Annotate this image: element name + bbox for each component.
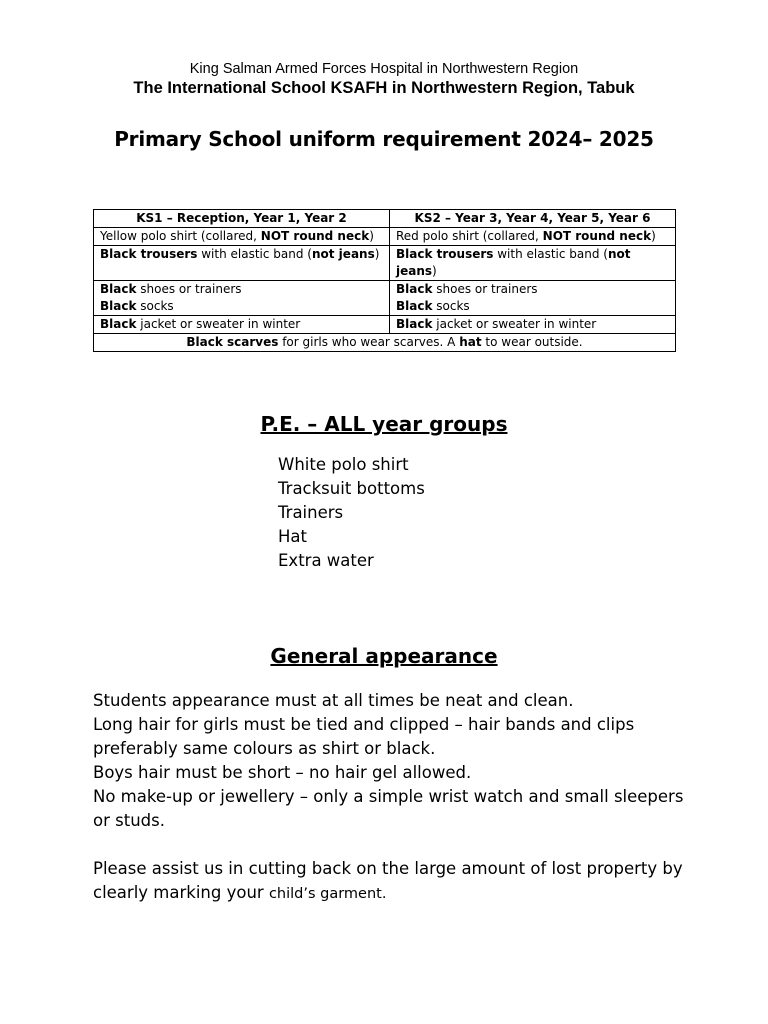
school-name: The International School KSAFH in Northwestern Region, Tabuk — [133, 79, 635, 97]
ks1-shirt-cell: Yellow polo shirt (collared, NOT round neck) — [94, 228, 390, 246]
appearance-line: No make-up or jewellery – only a simple wrist watch and small sleepers or studs. — [93, 787, 684, 830]
ks1-trousers-cell: Black trousers with elastic band (not jeans) — [94, 246, 390, 281]
lost-property-note: Please assist us in cutting back on the large amount of lost property by clearly marking your child’s garment. — [93, 859, 683, 902]
pe-heading: P.E. – ALL year groups — [260, 412, 508, 436]
ks1-jacket-cell: Black jacket or sweater in winter — [94, 316, 390, 334]
page-title: Primary School uniform requirement 2024– 2025 — [114, 127, 654, 151]
list-item: Trainers — [278, 503, 344, 522]
general-appearance-text — [93, 689, 693, 906]
ks2-jacket-cell: Black jacket or sweater in winter — [390, 316, 676, 334]
table-row — [94, 316, 676, 334]
ks1-shoes-cell: Black shoes or trainers Black socks — [94, 281, 390, 316]
list-item: Extra water — [278, 551, 374, 570]
table-row — [94, 281, 676, 316]
table-row — [94, 334, 676, 352]
appearance-line: Boys hair must be short – no hair gel allowed. — [93, 763, 472, 782]
ks2-trousers-cell: Black trousers with elastic band (not jeans) — [390, 246, 676, 281]
list-item: Tracksuit bottoms — [278, 479, 425, 498]
hospital-name: King Salman Armed Forces Hospital in Northwestern Region — [189, 61, 579, 77]
table-row — [94, 228, 676, 246]
list-item: Hat — [278, 527, 307, 546]
ks2-header: KS2 – Year 3, Year 4, Year 5, Year 6 — [390, 210, 676, 228]
ks1-header: KS1 – Reception, Year 1, Year 2 — [94, 210, 390, 228]
appearance-line: Students appearance must at all times be neat and clean. — [93, 691, 574, 710]
ks2-shoes-cell: Black shoes or trainers Black socks — [390, 281, 676, 316]
ks2-shirt-cell: Red polo shirt (collared, NOT round neck) — [390, 228, 676, 246]
list-item: White polo shirt — [278, 455, 409, 474]
uniform-table — [93, 209, 676, 352]
general-appearance-heading: General appearance — [270, 644, 498, 668]
table-row — [94, 246, 676, 281]
table-header-row — [94, 210, 676, 228]
scarves-cell: Black scarves for girls who wear scarves. A hat to wear outside. — [94, 334, 676, 352]
appearance-line: Long hair for girls must be tied and clipped – hair bands and clips preferably same colours as shirt or black. — [93, 715, 635, 758]
pe-list — [278, 453, 425, 573]
